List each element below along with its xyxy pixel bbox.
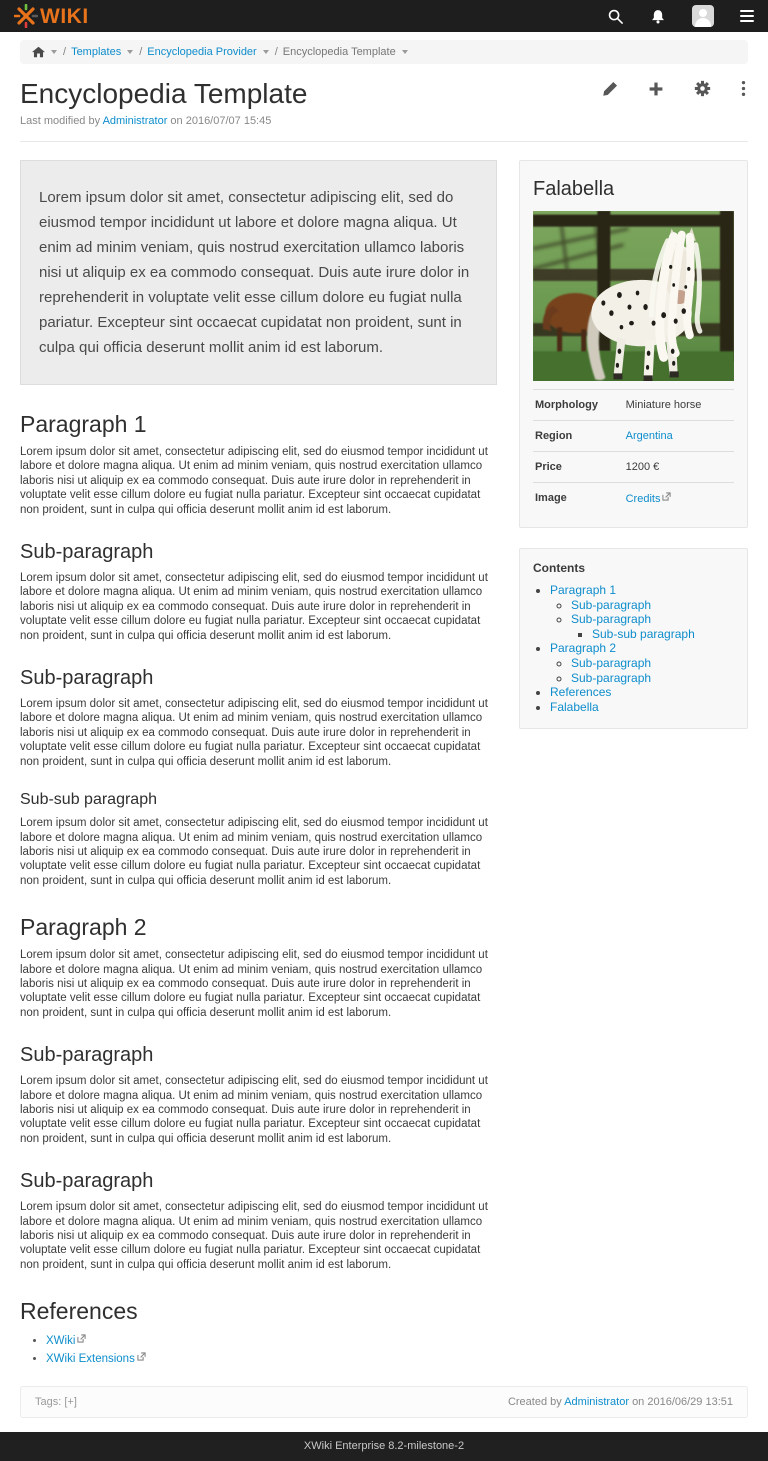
caret-down-icon[interactable]: [127, 50, 133, 54]
infobox-table: [533, 389, 734, 514]
breadcrumb-item-encyclopedia-provider[interactable]: Encyclopedia Provider: [147, 46, 257, 58]
xwiki-x-logo-icon: [14, 4, 38, 28]
created-prefix: Created by: [507, 1396, 562, 1409]
search-icon[interactable]: [607, 8, 624, 25]
caret-down-icon[interactable]: [263, 50, 269, 54]
infobox-value-morphology: Miniature horse: [625, 399, 702, 411]
breadcrumb-separator: /: [139, 46, 143, 58]
references-list: [46, 1332, 497, 1368]
toc-link-paragraph-2[interactable]: Paragraph 2: [550, 641, 617, 656]
external-link-icon: [137, 1350, 146, 1367]
body-paragraph: Lorem ipsum dolor sit amet, consectetur adipiscing elit, sed do eiusmod tempor incididunt ut labore et dolore magna aliqua. Ut enim ad minim veniam, quis nostrud exercitation ullamco laboris nisi ut aliquip ex ea commodo consequat. Duis aute irure dolor in reprehenderit in voluptate velit esse cillum dolore eu fugiat nulla pariatur. Excepteur sint occaecat cupidatat non proident, sunt in culpa qui officia deserunt mollit anim id est laborum.: [20, 1075, 488, 1145]
body-paragraph: Lorem ipsum dolor sit amet, consectetur adipiscing elit, sed do eiusmod tempor incididunt ut labore et dolore magna aliqua. Ut enim ad minim veniam, quis nostrud exercitation ullamco laboris nisi ut aliquip ex ea commodo consequat. Duis aute irure dolor in reprehenderit in voluptate velit esse cillum dolore eu fugiat nulla pariatur. Excepteur sint occaecat cupidatat non proident, sunt in culpa qui officia deserunt mollit anim id est laborum.: [20, 572, 488, 642]
page-title: Encyclopedia Template: [20, 78, 308, 109]
add-plus-icon[interactable]: [648, 81, 664, 97]
reference-link-xwiki-extensions[interactable]: XWiki Extensions: [46, 1353, 135, 1366]
add-tag-link[interactable]: [+]: [64, 1396, 77, 1409]
region-link[interactable]: Argentina: [625, 430, 673, 442]
home-icon[interactable]: [32, 46, 45, 58]
breadcrumb-separator: /: [63, 46, 67, 58]
infobox-panel: [519, 160, 748, 528]
user-avatar[interactable]: [692, 5, 714, 27]
body-paragraph: Lorem ipsum dolor sit amet, consectetur adipiscing elit, sed do eiusmod tempor incididunt ut labore et dolore magna aliqua. Ut enim ad minim veniam, quis nostrud exercitation ullamco laboris nisi ut aliquip ex ea commodo consequat. Duis aute irure dolor in reprehenderit in voluptate velit esse cillum dolore eu fugiat nulla pariatur. Excepteur sint occaecat cupidatat non proident, sunt in culpa qui officia deserunt mollit anim id est laborum.: [20, 698, 488, 768]
list-item: [550, 641, 734, 685]
drawer-hamburger-icon[interactable]: [740, 10, 754, 22]
table-row: [533, 389, 734, 420]
page-action-toolbar: [602, 80, 746, 97]
last-modified-line: [20, 115, 748, 127]
document-footer: [20, 1386, 748, 1418]
toc-link-sub-sub-paragraph[interactable]: Sub-sub paragraph: [592, 626, 695, 641]
body-paragraph: Lorem ipsum dolor sit amet, consectetur adipiscing elit, sed do eiusmod tempor incididunt ut labore et dolore magna aliqua. Ut enim ad minim veniam, quis nostrud exercitation ullamco laboris nisi ut aliquip ex ea commodo consequat. Duis aute irure dolor in reprehenderit in voluptate velit esse cillum dolore eu fugiat nulla pariatur. Excepteur sint occaecat cupidatat non proident, sunt in culpa qui officia deserunt mollit anim id est laborum.: [20, 817, 488, 887]
breadcrumb-item-current: Encyclopedia Template: [282, 46, 396, 58]
external-link-icon: [662, 492, 671, 504]
avatar-head-shape: [699, 9, 707, 17]
document-content: [20, 160, 497, 1368]
list-item: [46, 1350, 497, 1368]
toc-link-references[interactable]: References: [550, 685, 612, 700]
breadcrumb: [20, 40, 748, 64]
table-row: [533, 451, 734, 482]
list-item: [571, 671, 734, 686]
top-navbar: [0, 0, 768, 32]
tags-label: Tags:: [35, 1396, 62, 1409]
external-link-icon: [77, 1332, 86, 1349]
list-item: [46, 1332, 497, 1350]
caret-down-icon[interactable]: [402, 50, 408, 54]
toc-link-sub-paragraph[interactable]: Sub-paragraph: [571, 597, 652, 612]
table-row: [533, 420, 734, 451]
notifications-bell-icon[interactable]: [650, 8, 666, 25]
list-item: [571, 598, 734, 613]
settings-gear-icon[interactable]: [694, 80, 711, 97]
tags-area: [35, 1396, 77, 1408]
infobox-title: Falabella: [533, 178, 615, 200]
version-bar: XWiki Enterprise 8.2-milestone-2: [0, 1432, 768, 1461]
toc-link-sub-paragraph[interactable]: Sub-paragraph: [571, 655, 652, 670]
xwiki-logo[interactable]: [14, 4, 89, 28]
modified-prefix: Last modified by: [20, 115, 101, 127]
heading-sub-sub-paragraph: Sub-sub paragraph: [20, 791, 157, 809]
list-item: [550, 685, 734, 700]
heading-paragraph-1: Paragraph 1: [20, 411, 147, 437]
modified-author-link[interactable]: Administrator: [102, 115, 168, 127]
falabella-horse-photo: [533, 211, 734, 381]
body-paragraph: Lorem ipsum dolor sit amet, consectetur adipiscing elit, sed do eiusmod tempor incididunt ut labore et dolore magna aliqua. Ut enim ad minim veniam, quis nostrud exercitation ullamco laboris nisi ut aliquip ex ea commodo consequat. Duis aute irure dolor in reprehenderit in voluptate velit esse cillum dolore eu fugiat nulla pariatur. Excepteur sint occaecat cupidatat non proident, sunt in culpa qui officia deserunt mollit anim id est laborum.: [20, 1201, 488, 1271]
reference-link-xwiki[interactable]: XWiki: [46, 1335, 76, 1348]
edit-pencil-icon[interactable]: [602, 81, 618, 97]
body-paragraph: Lorem ipsum dolor sit amet, consectetur adipiscing elit, sed do eiusmod tempor incididunt ut labore et dolore magna aliqua. Ut enim ad minim veniam, quis nostrud exercitation ullamco laboris nisi ut aliquip ex ea commodo consequat. Duis aute irure dolor in reprehenderit in voluptate velit esse cillum dolore eu fugiat nulla pariatur. Excepteur sint occaecat cupidatat non proident, sunt in culpa qui officia deserunt mollit anim id est laborum.: [20, 446, 488, 516]
toc-link-falabella[interactable]: Falabella: [550, 699, 599, 714]
home-caret-down-icon[interactable]: [51, 50, 57, 54]
created-by-line: [508, 1396, 733, 1408]
infobox-label-region: Region: [535, 430, 573, 442]
infobox-label-price: Price: [535, 461, 562, 473]
right-panels: [519, 160, 748, 729]
heading-paragraph-2: Paragraph 2: [20, 914, 147, 941]
avatar-body-shape: [695, 18, 711, 27]
heading-sub-paragraph: Sub-paragraph: [20, 541, 154, 564]
breadcrumb-item-templates[interactable]: Templates: [71, 46, 122, 58]
abstract-box: Lorem ipsum dolor sit amet, consectetur adipiscing elit, sed do eiusmod tempor incididunt ut labore et dolore magna aliqua. Ut enim ad minim veniam, quis nostrud exercitation ullamco laboris nisi ut aliquip ex ea commodo consequat. Duis aute irure dolor in reprehenderit in voluptate velit esse cillum dolore eu fugiat nulla pariatur. Excepteur sint occaecat cupidatat non proident, sunt in culpa qui officia deserunt mollit anim id est laborum.: [20, 160, 497, 385]
body-paragraph: Lorem ipsum dolor sit amet, consectetur adipiscing elit, sed do eiusmod tempor incididunt ut labore et dolore magna aliqua. Ut enim ad minim veniam, quis nostrud exercitation ullamco laboris nisi ut aliquip ex ea commodo consequat. Duis aute irure dolor in reprehenderit in voluptate velit esse cillum dolore eu fugiat nulla pariatur. Excepteur sint occaecat cupidatat non proident, sunt in culpa qui officia deserunt mollit anim id est laborum.: [20, 949, 488, 1019]
list-item: [592, 627, 734, 642]
toc-link-sub-paragraph[interactable]: Sub-paragraph: [571, 612, 652, 627]
toc-link-paragraph-1[interactable]: Paragraph 1: [550, 583, 617, 597]
list-item: [550, 700, 734, 715]
heading-sub-paragraph: Sub-paragraph: [20, 1044, 154, 1067]
list-item: [571, 656, 734, 671]
contents-panel: [519, 548, 748, 729]
created-suffix: on 2016/06/29 13:51: [632, 1396, 733, 1409]
infobox-label-image: Image: [535, 492, 567, 504]
table-row: [533, 482, 734, 514]
brand-text: WIKI: [40, 4, 89, 28]
heading-references: References: [20, 1298, 138, 1325]
heading-sub-paragraph: Sub-paragraph: [20, 1170, 154, 1193]
created-author-link[interactable]: Administrator: [564, 1396, 629, 1409]
contents-title: Contents: [533, 561, 585, 575]
modified-suffix: on 2016/07/07 15:45: [170, 115, 272, 127]
credits-link[interactable]: Credits: [625, 493, 661, 505]
breadcrumb-separator: /: [274, 46, 278, 58]
more-kebab-icon[interactable]: [741, 80, 746, 97]
list-item: [550, 583, 734, 641]
page-header: [0, 64, 768, 127]
infobox-label-morphology: Morphology: [535, 399, 598, 411]
infobox-value-price: 1200 €: [625, 461, 660, 473]
list-item: [571, 612, 734, 641]
toc-link-sub-paragraph[interactable]: Sub-paragraph: [571, 670, 652, 685]
heading-sub-paragraph: Sub-paragraph: [20, 667, 154, 690]
